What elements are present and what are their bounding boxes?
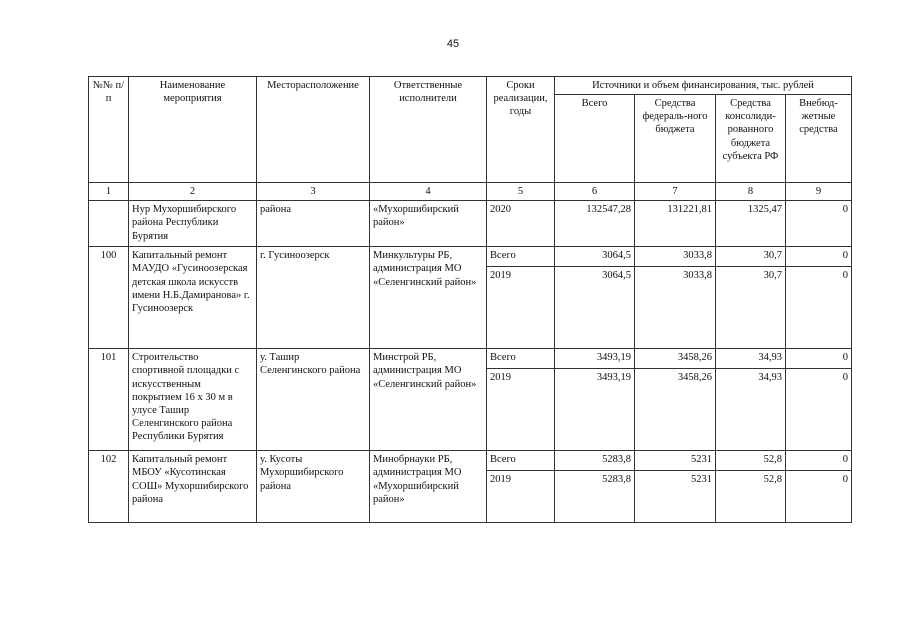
row-federal: 131221,81 <box>635 201 716 247</box>
row-location: у. Ташир Селенгинского района <box>257 349 370 451</box>
column-number: 1 <box>89 183 129 201</box>
row-regional: 30,7 <box>716 267 786 349</box>
row-num: 100 <box>89 247 129 349</box>
row-federal: 5231 <box>635 451 716 471</box>
row-responsible: Минстрой РБ, администрация МО «Селенгинский район» <box>370 349 487 451</box>
row-name: Строительство спортивной площадки с искусственным покрытием 16 х 30 м в улусе Ташир Селенгинского района Республики Бурятия <box>129 349 257 451</box>
table-row <box>89 451 852 471</box>
column-number: 5 <box>487 183 555 201</box>
row-responsible: Минкультуры РБ, администрация МО «Селенгинский район» <box>370 247 487 349</box>
row-offbudget: 0 <box>786 471 852 523</box>
row-regional: 1325,47 <box>716 201 786 247</box>
row-year: Всего <box>487 349 555 369</box>
column-number-row <box>89 183 852 201</box>
header-responsible: Ответственные исполнители <box>370 77 487 183</box>
column-number: 9 <box>786 183 852 201</box>
row-year: Всего <box>487 247 555 267</box>
header-row <box>89 77 852 95</box>
column-number: 2 <box>129 183 257 201</box>
row-year: Всего <box>487 451 555 471</box>
row-year: 2019 <box>487 471 555 523</box>
header-financing: Источники и объем финансирования, тыс. рублей <box>555 77 852 95</box>
row-offbudget: 0 <box>786 451 852 471</box>
column-number: 7 <box>635 183 716 201</box>
header-location: Месторасположение <box>257 77 370 183</box>
row-location: района <box>257 201 370 247</box>
row-regional: 52,8 <box>716 471 786 523</box>
header-name: Наименование мероприятия <box>129 77 257 183</box>
row-location: у. Кусоты Мухоршибирского района <box>257 451 370 523</box>
column-number: 3 <box>257 183 370 201</box>
row-total: 3493,19 <box>555 349 635 369</box>
header-federal: Средства федераль-ного бюджета <box>635 95 716 183</box>
table-row <box>89 349 852 369</box>
column-number: 4 <box>370 183 487 201</box>
row-num: 102 <box>89 451 129 523</box>
column-number: 8 <box>716 183 786 201</box>
row-federal: 3458,26 <box>635 369 716 451</box>
row-location: г. Гусиноозерск <box>257 247 370 349</box>
row-federal: 3033,8 <box>635 267 716 349</box>
row-name: Нур Мухоршибирского района Республики Бурятия <box>129 201 257 247</box>
row-offbudget: 0 <box>786 201 852 247</box>
header-offbudget: Внебюд-жетные средства <box>786 95 852 183</box>
row-total: 3064,5 <box>555 267 635 349</box>
row-year: 2019 <box>487 369 555 451</box>
header-regional: Средства консолиди-рованного бюджета субъекта РФ <box>716 95 786 183</box>
row-responsible: «Мухоршибирский район» <box>370 201 487 247</box>
row-regional: 34,93 <box>716 369 786 451</box>
row-total: 5283,8 <box>555 451 635 471</box>
row-total: 5283,8 <box>555 471 635 523</box>
row-offbudget: 0 <box>786 349 852 369</box>
row-federal: 5231 <box>635 471 716 523</box>
row-offbudget: 0 <box>786 267 852 349</box>
row-name: Капитальный ремонт МАУДО «Гусиноозерская детская школа искусств имени Н.Б.Дамиранова» г. Гусиноозерск <box>129 247 257 349</box>
row-responsible: Минобрнауки РБ, администрация МО «Мухоршибирский район» <box>370 451 487 523</box>
row-regional: 52,8 <box>716 451 786 471</box>
financing-table <box>88 76 852 523</box>
table-row <box>89 201 852 247</box>
page-number: 45 <box>446 38 460 50</box>
row-federal: 3458,26 <box>635 349 716 369</box>
row-federal: 3033,8 <box>635 247 716 267</box>
row-offbudget: 0 <box>786 247 852 267</box>
row-year: 2020 <box>487 201 555 247</box>
header-terms: Сроки реализации, годы <box>487 77 555 183</box>
header-total: Всего <box>555 95 635 183</box>
column-number: 6 <box>555 183 635 201</box>
table-row <box>89 247 852 267</box>
row-num: 101 <box>89 349 129 451</box>
row-regional: 34,93 <box>716 349 786 369</box>
row-year: 2019 <box>487 267 555 349</box>
row-num <box>89 201 129 247</box>
row-total: 3064,5 <box>555 247 635 267</box>
row-total: 3493,19 <box>555 369 635 451</box>
row-name: Капитальный ремонт МБОУ «Кусотинская СОШ» Мухоршибирского района <box>129 451 257 523</box>
row-offbudget: 0 <box>786 369 852 451</box>
row-total: 132547,28 <box>555 201 635 247</box>
header-num: №№ п/п <box>89 77 129 183</box>
row-regional: 30,7 <box>716 247 786 267</box>
